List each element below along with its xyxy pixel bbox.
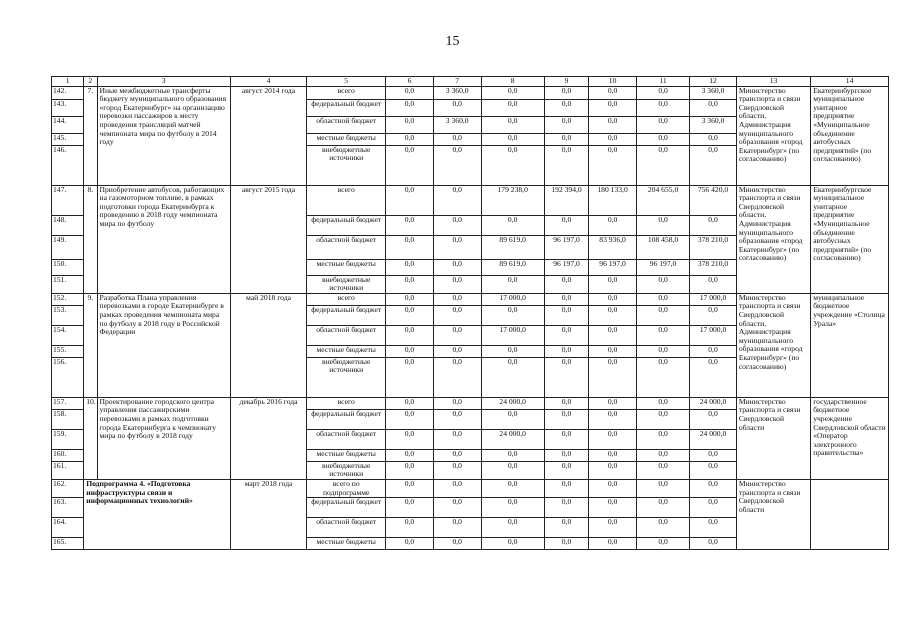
- funding-source: областной бюджет: [307, 116, 386, 133]
- amount-cell: 0,0: [481, 498, 544, 518]
- amount-cell: 0,0: [386, 397, 434, 409]
- funding-source: федеральный бюджет: [307, 305, 386, 325]
- amount-cell: 0,0: [690, 133, 737, 145]
- amount-cell: 0,0: [386, 429, 434, 449]
- amount-cell: 3 360,0: [690, 116, 737, 133]
- group-number: 10.: [84, 397, 97, 479]
- funding-source: всего: [307, 293, 386, 305]
- column-header: 4: [230, 77, 307, 87]
- funding-source: федеральный бюджет: [307, 215, 386, 235]
- amount-cell: 0,0: [636, 538, 689, 550]
- amount-cell: 0,0: [690, 449, 737, 461]
- group-executor: Министерство транспорта и связи Свердловской области, Администрация муниципального образования «город Екатеринбург» (по согласованию): [736, 185, 810, 293]
- amount-cell: 0,0: [690, 409, 737, 429]
- table-row: [52, 185, 889, 215]
- amount-cell: 0,0: [589, 538, 637, 550]
- amount-cell: 17 000,0: [690, 293, 737, 305]
- row-number: 159.: [52, 429, 84, 449]
- amount-cell: 0,0: [386, 235, 434, 259]
- amount-cell: 0,0: [386, 99, 434, 116]
- amount-cell: 180 133,0: [589, 185, 637, 215]
- column-header: 2: [84, 77, 97, 87]
- amount-cell: 0,0: [433, 397, 481, 409]
- amount-cell: 24 000,0: [690, 397, 737, 409]
- funding-source: областной бюджет: [307, 518, 386, 538]
- amount-cell: 0,0: [544, 538, 588, 550]
- amount-cell: 3 360,0: [433, 86, 481, 99]
- group-partner: Екатеринбургское муниципальное унитарное предприятие «Муниципальное объединение автобусных предприятий» (по согласованию): [811, 185, 889, 293]
- group-date: декабрь 2016 года: [230, 397, 307, 479]
- amount-cell: 0,0: [589, 133, 637, 145]
- amount-cell: 0,0: [433, 409, 481, 429]
- funding-source: внебюджетные источники: [307, 357, 386, 397]
- amount-cell: 0,0: [589, 293, 637, 305]
- group-date: март 2018 года: [230, 479, 307, 549]
- amount-cell: 0,0: [589, 429, 637, 449]
- amount-cell: 0,0: [433, 259, 481, 275]
- amount-cell: 108 458,0: [636, 235, 689, 259]
- group-executor: Министерство транспорта и связи Свердловской области: [736, 397, 810, 479]
- column-header: 10: [589, 77, 637, 87]
- amount-cell: 0,0: [433, 498, 481, 518]
- funding-source: внебюджетные источники: [307, 145, 386, 185]
- amount-cell: 0,0: [589, 397, 637, 409]
- amount-cell: 0,0: [636, 498, 689, 518]
- amount-cell: 0,0: [544, 397, 588, 409]
- amount-cell: 378 210,0: [690, 259, 737, 275]
- table-row: [52, 479, 889, 497]
- amount-cell: 0,0: [589, 215, 637, 235]
- group-partner: муниципальное бюджетное учреждение «Столица Урала»: [811, 293, 889, 397]
- amount-cell: 0,0: [544, 345, 588, 357]
- table-row: [52, 293, 889, 305]
- amount-cell: 0,0: [636, 275, 689, 293]
- amount-cell: 0,0: [690, 305, 737, 325]
- amount-cell: 0,0: [433, 293, 481, 305]
- group-name: Разработка Плана управления перевозками в городе Екатеринбурге в рамках проведения чемпионата мира по футболу в 2018 году в Российской Федерации: [97, 293, 230, 397]
- row-number: 150.: [52, 259, 84, 275]
- amount-cell: 0,0: [544, 357, 588, 397]
- amount-cell: 0,0: [589, 145, 637, 185]
- amount-cell: 0,0: [690, 99, 737, 116]
- amount-cell: 0,0: [544, 215, 588, 235]
- funding-source: внебюджетные источники: [307, 461, 386, 479]
- amount-cell: 0,0: [589, 518, 637, 538]
- row-number: 155.: [52, 345, 84, 357]
- amount-cell: 0,0: [544, 275, 588, 293]
- amount-cell: 0,0: [544, 293, 588, 305]
- column-header: 5: [307, 77, 386, 87]
- row-number: 160.: [52, 449, 84, 461]
- column-header: 3: [97, 77, 230, 87]
- amount-cell: 0,0: [636, 479, 689, 497]
- amount-cell: 0,0: [636, 449, 689, 461]
- amount-cell: 0,0: [386, 133, 434, 145]
- row-number: 146.: [52, 145, 84, 185]
- amount-cell: 0,0: [636, 215, 689, 235]
- column-header: 8: [481, 77, 544, 87]
- amount-cell: 89 619,0: [481, 235, 544, 259]
- group-date: май 2018 года: [230, 293, 307, 397]
- column-header: 7: [433, 77, 481, 87]
- funding-source: областной бюджет: [307, 235, 386, 259]
- amount-cell: 0,0: [386, 305, 434, 325]
- amount-cell: 0,0: [636, 325, 689, 345]
- amount-cell: 0,0: [636, 345, 689, 357]
- funding-source: местные бюджеты: [307, 538, 386, 550]
- amount-cell: 0,0: [386, 518, 434, 538]
- amount-cell: 0,0: [589, 449, 637, 461]
- amount-cell: 0,0: [386, 215, 434, 235]
- amount-cell: 0,0: [386, 461, 434, 479]
- row-number: 151.: [52, 275, 84, 293]
- amount-cell: 17 000,0: [481, 325, 544, 345]
- amount-cell: 0,0: [544, 305, 588, 325]
- group-executor: Министерство транспорта и связи Свердловской области: [736, 479, 810, 549]
- amount-cell: 0,0: [433, 305, 481, 325]
- amount-cell: 0,0: [636, 116, 689, 133]
- amount-cell: 0,0: [636, 397, 689, 409]
- amount-cell: 378 210,0: [690, 235, 737, 259]
- column-header: 14: [811, 77, 889, 87]
- amount-cell: 0,0: [690, 538, 737, 550]
- amount-cell: 0,0: [433, 145, 481, 185]
- amount-cell: 756 420,0: [690, 185, 737, 215]
- amount-cell: 0,0: [589, 325, 637, 345]
- amount-cell: 0,0: [481, 116, 544, 133]
- amount-cell: 0,0: [386, 116, 434, 133]
- amount-cell: 0,0: [433, 133, 481, 145]
- funding-source: всего: [307, 86, 386, 99]
- funding-source: федеральный бюджет: [307, 498, 386, 518]
- row-number: 144.: [52, 116, 84, 133]
- group-partner: государственное бюджетное учреждение Свердловской области «Оператор электронного правительства»: [811, 397, 889, 479]
- row-number: 156.: [52, 357, 84, 397]
- amount-cell: 0,0: [433, 99, 481, 116]
- amount-cell: 0,0: [690, 479, 737, 497]
- amount-cell: 0,0: [481, 145, 544, 185]
- amount-cell: 0,0: [433, 345, 481, 357]
- amount-cell: 0,0: [544, 133, 588, 145]
- amount-cell: 96 197,0: [544, 259, 588, 275]
- amount-cell: 0,0: [690, 498, 737, 518]
- row-number: 158.: [52, 409, 84, 429]
- amount-cell: 0,0: [481, 461, 544, 479]
- amount-cell: 0,0: [544, 518, 588, 538]
- column-header: 13: [736, 77, 810, 87]
- row-number: 164.: [52, 518, 84, 538]
- column-header: 6: [386, 77, 434, 87]
- amount-cell: 0,0: [636, 86, 689, 99]
- page-number: 15: [445, 34, 460, 49]
- amount-cell: 0,0: [690, 461, 737, 479]
- amount-cell: 0,0: [433, 185, 481, 215]
- amount-cell: 0,0: [433, 235, 481, 259]
- amount-cell: 0,0: [544, 325, 588, 345]
- amount-cell: 0,0: [690, 275, 737, 293]
- amount-cell: 0,0: [386, 479, 434, 497]
- amount-cell: 0,0: [433, 215, 481, 235]
- amount-cell: 0,0: [589, 498, 637, 518]
- row-number: 153.: [52, 305, 84, 325]
- amount-cell: 0,0: [589, 116, 637, 133]
- amount-cell: 0,0: [386, 185, 434, 215]
- row-number: 149.: [52, 235, 84, 259]
- funding-source: внебюджетные источники: [307, 275, 386, 293]
- row-number: 152.: [52, 293, 84, 305]
- group-name: Иные межбюджетные трансферты бюджету муниципального образования «город Екатеринбург» на организацию перевозки пассажиров к месту проведения трансляций матчей чемпионата мира по футболу в 2014 году: [97, 86, 230, 185]
- amount-cell: 0,0: [636, 409, 689, 429]
- amount-cell: 0,0: [589, 461, 637, 479]
- column-header: 12: [690, 77, 737, 87]
- budget-table: [51, 76, 889, 550]
- amount-cell: 83 936,0: [589, 235, 637, 259]
- column-header-row: [52, 77, 889, 87]
- amount-cell: 0,0: [544, 429, 588, 449]
- amount-cell: 0,0: [433, 518, 481, 538]
- amount-cell: 24 000,0: [481, 429, 544, 449]
- row-number: 147.: [52, 185, 84, 215]
- amount-cell: 0,0: [636, 461, 689, 479]
- amount-cell: 204 655,0: [636, 185, 689, 215]
- amount-cell: 0,0: [636, 99, 689, 116]
- amount-cell: 0,0: [386, 145, 434, 185]
- amount-cell: 0,0: [636, 293, 689, 305]
- column-header: 11: [636, 77, 689, 87]
- amount-cell: 0,0: [481, 357, 544, 397]
- amount-cell: 96 197,0: [636, 259, 689, 275]
- amount-cell: 0,0: [544, 86, 588, 99]
- amount-cell: 0,0: [481, 538, 544, 550]
- amount-cell: 0,0: [481, 345, 544, 357]
- amount-cell: 0,0: [481, 409, 544, 429]
- group-name: Подпрограмма 4. «Подготовка инфраструктуры связи и информационных технологий»: [84, 479, 231, 549]
- group-executor: Министерство транспорта и связи Свердловской области, Администрация муниципального образования «город Екатеринбург» (по согласованию): [736, 86, 810, 185]
- table-row: [52, 397, 889, 409]
- funding-source: всего: [307, 185, 386, 215]
- column-header: 9: [544, 77, 588, 87]
- amount-cell: 0,0: [433, 275, 481, 293]
- group-number: 9.: [84, 293, 97, 397]
- amount-cell: 0,0: [690, 518, 737, 538]
- column-header: 1: [52, 77, 84, 87]
- funding-source: всего: [307, 397, 386, 409]
- amount-cell: 89 619,0: [481, 259, 544, 275]
- amount-cell: 0,0: [386, 538, 434, 550]
- row-number: 148.: [52, 215, 84, 235]
- group-date: август 2014 года: [230, 86, 307, 185]
- amount-cell: 0,0: [386, 345, 434, 357]
- amount-cell: 0,0: [636, 518, 689, 538]
- row-number: 145.: [52, 133, 84, 145]
- funding-source: областной бюджет: [307, 325, 386, 345]
- amount-cell: 17 000,0: [481, 293, 544, 305]
- amount-cell: 0,0: [433, 449, 481, 461]
- amount-cell: 0,0: [481, 449, 544, 461]
- amount-cell: 0,0: [589, 345, 637, 357]
- row-number: 161.: [52, 461, 84, 479]
- amount-cell: 0,0: [386, 449, 434, 461]
- amount-cell: 192 394,0: [544, 185, 588, 215]
- amount-cell: 0,0: [433, 429, 481, 449]
- amount-cell: 0,0: [589, 275, 637, 293]
- amount-cell: 0,0: [544, 116, 588, 133]
- amount-cell: 0,0: [481, 99, 544, 116]
- funding-source: федеральный бюджет: [307, 409, 386, 429]
- group-executor: Министерство транспорта и связи Свердловской области, Администрация муниципального образования «город Екатеринбург» (по согласованию): [736, 293, 810, 397]
- group-partner: Екатеринбургское муниципальное унитарное предприятие «Муниципальное объединение автобусных предприятий» (по согласованию): [811, 86, 889, 185]
- amount-cell: 0,0: [386, 293, 434, 305]
- amount-cell: 0,0: [690, 357, 737, 397]
- amount-cell: 0,0: [481, 479, 544, 497]
- amount-cell: 0,0: [481, 86, 544, 99]
- amount-cell: 0,0: [481, 133, 544, 145]
- amount-cell: 0,0: [544, 461, 588, 479]
- group-partner: [811, 479, 889, 549]
- amount-cell: 179 238,0: [481, 185, 544, 215]
- row-number: 162.: [52, 479, 84, 497]
- row-number: 143.: [52, 99, 84, 116]
- amount-cell: 0,0: [481, 215, 544, 235]
- row-number: 154.: [52, 325, 84, 345]
- amount-cell: 0,0: [544, 99, 588, 116]
- amount-cell: 96 197,0: [589, 259, 637, 275]
- amount-cell: 0,0: [589, 409, 637, 429]
- amount-cell: 0,0: [589, 86, 637, 99]
- amount-cell: 0,0: [589, 99, 637, 116]
- amount-cell: 0,0: [544, 498, 588, 518]
- amount-cell: 0,0: [636, 357, 689, 397]
- amount-cell: 0,0: [544, 449, 588, 461]
- group-name: Проектирование городского центра управления пассажирскими перевозками в рамках подготовки города Екатеринбурга к чемпионату мира по футболу в 2018 году: [97, 397, 230, 479]
- funding-source: местные бюджеты: [307, 133, 386, 145]
- funding-source: местные бюджеты: [307, 259, 386, 275]
- funding-source: местные бюджеты: [307, 345, 386, 357]
- funding-source: федеральный бюджет: [307, 99, 386, 116]
- amount-cell: 0,0: [636, 133, 689, 145]
- amount-cell: 0,0: [636, 305, 689, 325]
- amount-cell: 0,0: [433, 357, 481, 397]
- amount-cell: 0,0: [386, 498, 434, 518]
- amount-cell: 0,0: [544, 479, 588, 497]
- amount-cell: 0,0: [481, 305, 544, 325]
- amount-cell: 0,0: [386, 275, 434, 293]
- group-number: 7.: [84, 86, 97, 185]
- amount-cell: 0,0: [386, 409, 434, 429]
- amount-cell: 0,0: [481, 275, 544, 293]
- amount-cell: 0,0: [433, 461, 481, 479]
- amount-cell: 0,0: [636, 429, 689, 449]
- amount-cell: 0,0: [433, 479, 481, 497]
- amount-cell: 24 000,0: [481, 397, 544, 409]
- group-number: 8.: [84, 185, 97, 293]
- amount-cell: 24 000,0: [690, 429, 737, 449]
- amount-cell: 0,0: [386, 86, 434, 99]
- amount-cell: 0,0: [690, 345, 737, 357]
- funding-source: местные бюджеты: [307, 449, 386, 461]
- amount-cell: 0,0: [589, 479, 637, 497]
- amount-cell: 3 360,0: [433, 116, 481, 133]
- row-number: 157.: [52, 397, 84, 409]
- funding-source: областной бюджет: [307, 429, 386, 449]
- amount-cell: 0,0: [544, 409, 588, 429]
- amount-cell: 0,0: [636, 145, 689, 185]
- amount-cell: 0,0: [433, 325, 481, 345]
- row-number: 165.: [52, 538, 84, 550]
- amount-cell: 0,0: [433, 538, 481, 550]
- amount-cell: 0,0: [481, 518, 544, 538]
- amount-cell: 0,0: [386, 357, 434, 397]
- funding-source: всего по подпрограмме: [307, 479, 386, 497]
- amount-cell: 0,0: [544, 145, 588, 185]
- group-name: Приобретение автобусов, работающих на газомоторном топливе, в рамках подготовки города Екатеринбурга к проведению в 2018 году чемпионата мира по футболу: [97, 185, 230, 293]
- amount-cell: 3 360,0: [690, 86, 737, 99]
- amount-cell: 0,0: [690, 215, 737, 235]
- amount-cell: 96 197,0: [544, 235, 588, 259]
- amount-cell: 0,0: [690, 145, 737, 185]
- row-number: 163.: [52, 498, 84, 518]
- row-number: 142.: [52, 86, 84, 99]
- amount-cell: 0,0: [589, 357, 637, 397]
- amount-cell: 17 000,0: [690, 325, 737, 345]
- amount-cell: 0,0: [589, 305, 637, 325]
- amount-cell: 0,0: [386, 325, 434, 345]
- group-date: август 2015 года: [230, 185, 307, 293]
- amount-cell: 0,0: [386, 259, 434, 275]
- table-row: [52, 86, 889, 99]
